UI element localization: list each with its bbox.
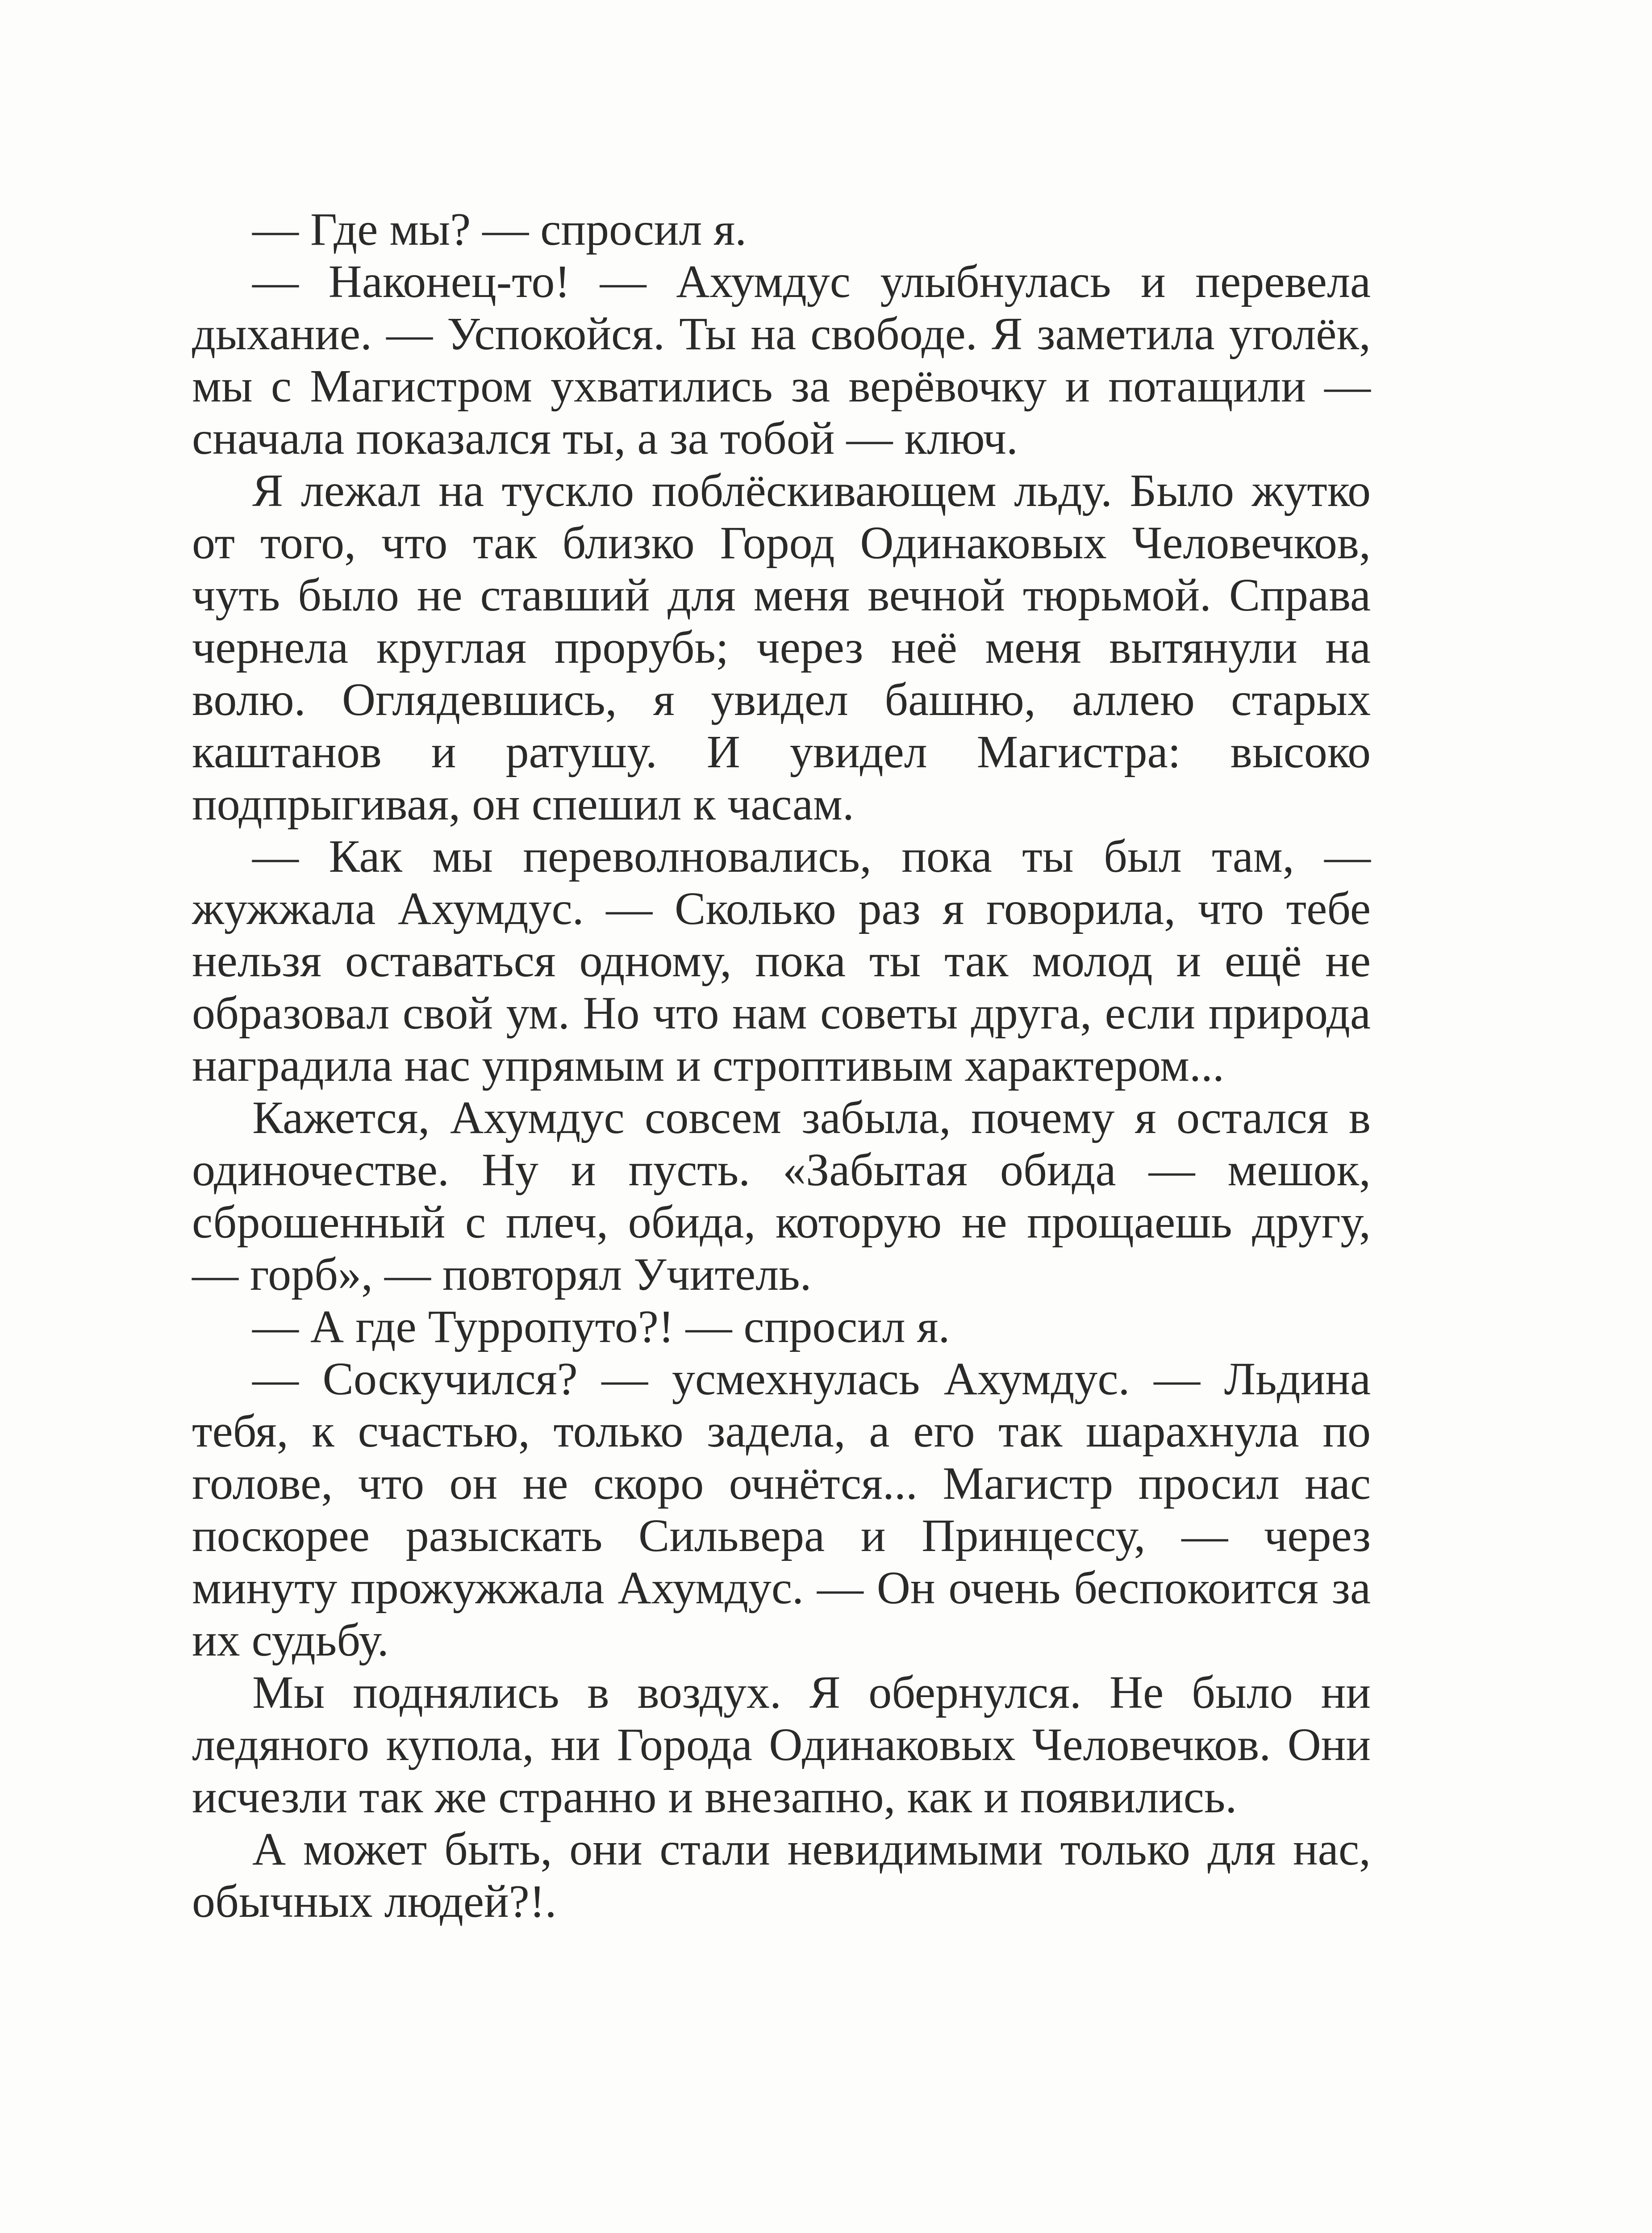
paragraph-9: А может быть, они стали невидимыми только для нас, обычных людей?!. <box>192 1823 1371 1927</box>
paragraph-5: Кажется, Ахумдус совсем забыла, почему я остался в одиночестве. Ну и пусть. «Забытая обида — мешок, сброшенный с плеч, обида, которую не прощаешь другу, — горб», — повторял Учитель. <box>192 1092 1371 1300</box>
paragraph-6: — А где Турропуто?! — спросил я. <box>252 1301 950 1352</box>
paragraph-4: — Как мы переволновались, пока ты был там, — жужжала Ахумдус. — Сколько раз я говорила, что тебе нельзя оставаться одному, пока ты так молод и ещё не образовал свой ум. Но что нам советы друга, если природа наградила нас упрямым и строптивым характером... <box>192 831 1371 1091</box>
paragraph-7: — Соскучился? — усмехнулась Ахумдус. — Льдина тебя, к счастью, только задела, а его так шарахнула по голове, что он не скоро очнётся... Магистр просил нас поскорее разыскать Сильвера и Принцессу, — через минуту прожужжала Ахумдус. — Он очень беспокоится за их судьбу. <box>192 1353 1371 1666</box>
paragraph-1: — Где мы? — спросил я. <box>252 204 747 255</box>
body-text <box>192 203 1371 1928</box>
paragraph-3: Я лежал на тускло поблёскивающем льду. Было жутко от того, что так близко Город Одинаковых Человечков, чуть было не ставший для меня вечной тюрьмой. Справа чернела круглая прорубь; через неё меня вытянули на волю. Оглядевшись, я увидел башню, аллею старых каштанов и ратушу. И увидел Магистра: высоко подпрыгивая, он спешил к часам. <box>192 465 1371 830</box>
paragraph-2: — Наконец-то! — Ахумдус улыбнулась и перевела дыхание. — Успокойся. Ты на свободе. Я заметила уголёк, мы с Магистром ухватились за верёвочку и потащили — сначала показался ты, а за тобой — ключ. <box>192 256 1371 464</box>
paragraph-8: Мы поднялись в воздух. Я обернулся. Не было ни ледяного купола, ни Города Одинаковых Человечков. Они исчезли так же странно и внезапно, как и появились. <box>192 1667 1371 1823</box>
